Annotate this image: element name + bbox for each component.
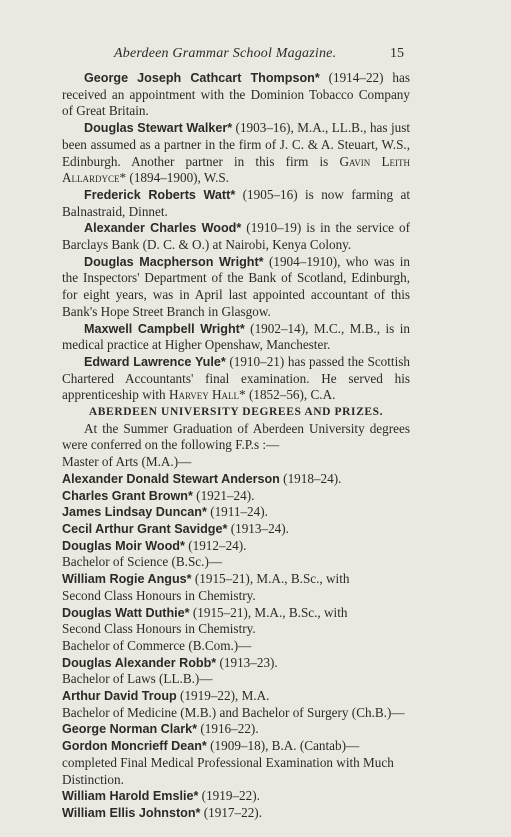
graduate-entry xyxy=(62,504,410,521)
graduate-years: (1921–24). xyxy=(192,487,255,503)
degree-category: Bachelor of Science (B.Sc.)— xyxy=(62,554,223,570)
graduate-name: Douglas Alexander Robb* xyxy=(62,655,217,670)
graduate-name: William Ellis Johnston* xyxy=(62,805,201,820)
graduate-note: completed Final Medical Professional Examination with Much Distinction. xyxy=(62,754,394,787)
graduate-entry xyxy=(62,721,410,738)
graduate-name: William Harold Emslie* xyxy=(62,789,199,804)
graduate-years: (1916–22). xyxy=(197,721,259,737)
graduate-years: (1915–21), M.A., B.Sc., with xyxy=(189,604,348,620)
graduate-note: Second Class Honours in Chemistry. xyxy=(62,587,256,603)
graduate-name: Arthur David Troup xyxy=(62,689,177,704)
graduate-entry xyxy=(62,521,410,538)
graduate-years: (1919–22). xyxy=(198,788,260,804)
graduate-years: (1918–24). xyxy=(279,470,342,486)
graduate-years: (1915–21), M.A., B.Sc., with xyxy=(191,571,350,587)
degree-category: Bachelor of Commerce (B.Com.)— xyxy=(62,637,252,653)
graduate-years: (1913–24). xyxy=(227,520,289,536)
graduate-years: (1913–23). xyxy=(216,654,278,670)
entry-yule: Edward Lawrence Yule* (1910–21) has passed the Scottish Chartered Accountants' final examination. He served his apprenticeship with Harvey Hall* (1852–56), C.A. xyxy=(62,353,410,403)
page-number: 15 xyxy=(390,46,404,61)
entry-wood: Alexander Charles Wood* (1910–19) is in the service of Barclays Bank (D. C. & O.) at Nairobi, Kenya Colony. xyxy=(62,220,410,253)
graduate-name: Douglas Watt Duthie* xyxy=(62,605,190,620)
entry-walker: Douglas Stewart Walker* (1903–16), M.A., LL.B., has just been assumed as a partner in the firm of J. C. & A. Steuart, W.S., Edinburgh. Another partner in this firm is Gavin Leith Allardyce* (1894–1900), W.S. xyxy=(62,120,411,186)
graduate-entry xyxy=(62,571,410,588)
graduate-entry xyxy=(62,538,410,555)
graduate-name: Gordon Moncrieff Dean* xyxy=(62,739,207,754)
graduate-note: Second Class Honours in Chemistry. xyxy=(62,621,256,637)
graduate-entry xyxy=(62,605,410,622)
graduate-years: (1912–24). xyxy=(184,537,247,553)
graduate-name: Alexander Donald Stewart Anderson xyxy=(62,471,280,486)
page-body xyxy=(62,70,410,822)
graduate-years: (1911–24). xyxy=(206,504,268,520)
entry-thompson: George Joseph Cathcart Thompson* (1914–22) has received an appointment with the Dominion Tobacco Company of Great Britain. xyxy=(62,70,410,119)
degree-category: Bachelor of Medicine (M.B.) and Bachelor of Surgery (Ch.B.)— xyxy=(62,704,405,720)
graduate-name: George Norman Clark* xyxy=(62,722,198,737)
graduate-entry xyxy=(62,738,410,755)
graduate-entry xyxy=(62,688,410,705)
degrees-list xyxy=(62,454,410,821)
degree-category: Bachelor of Laws (LL.B.)— xyxy=(62,671,213,687)
degree-category: Master of Arts (M.A.)— xyxy=(62,454,192,470)
graduate-entry xyxy=(62,805,410,822)
graduate-entry xyxy=(62,471,410,488)
magazine-title: Aberdeen Grammar School Magazine. xyxy=(114,46,337,61)
section-intro: At the Summer Graduation of Aberdeen University degrees were conferred on the following F.P.s :— xyxy=(62,420,410,453)
graduate-years: (1919–22), M.A. xyxy=(176,688,270,704)
graduate-name: William Rogie Angus* xyxy=(62,572,192,587)
section-heading: ABERDEEN UNIVERSITY DEGREES AND PRIZES. xyxy=(88,406,384,419)
graduate-name: James Lindsay Duncan* xyxy=(62,505,207,520)
graduate-name: Douglas Moir Wood* xyxy=(62,538,185,553)
graduate-years: (1909–18), B.A. (Cantab)— xyxy=(206,738,360,754)
graduate-name: Charles Grant Brown* xyxy=(62,488,193,503)
graduate-entry xyxy=(62,488,410,505)
entry-maxwell-wright: Maxwell Campbell Wright* (1902–14), M.C., M.B., is in medical practice at Higher Openshaw, Manchester. xyxy=(62,320,410,353)
entry-watt: Frederick Roberts Watt* (1905–16) is now farming at Balnastraid, Dinnet. xyxy=(62,186,410,219)
graduate-years: (1917–22). xyxy=(200,804,262,820)
graduate-entry xyxy=(62,788,410,805)
graduate-name: Cecil Arthur Grant Savidge* xyxy=(62,521,228,536)
running-header xyxy=(114,46,404,62)
entry-douglas-wright: Douglas Macpherson Wright* (1904–1910), who was in the Inspectors' Department of the Bank of Scotland, Edinburgh, for eight years, was in April last appointed accountant of this Bank's Hope Street Branch in Glasgow. xyxy=(62,253,411,319)
graduate-entry xyxy=(62,655,410,672)
